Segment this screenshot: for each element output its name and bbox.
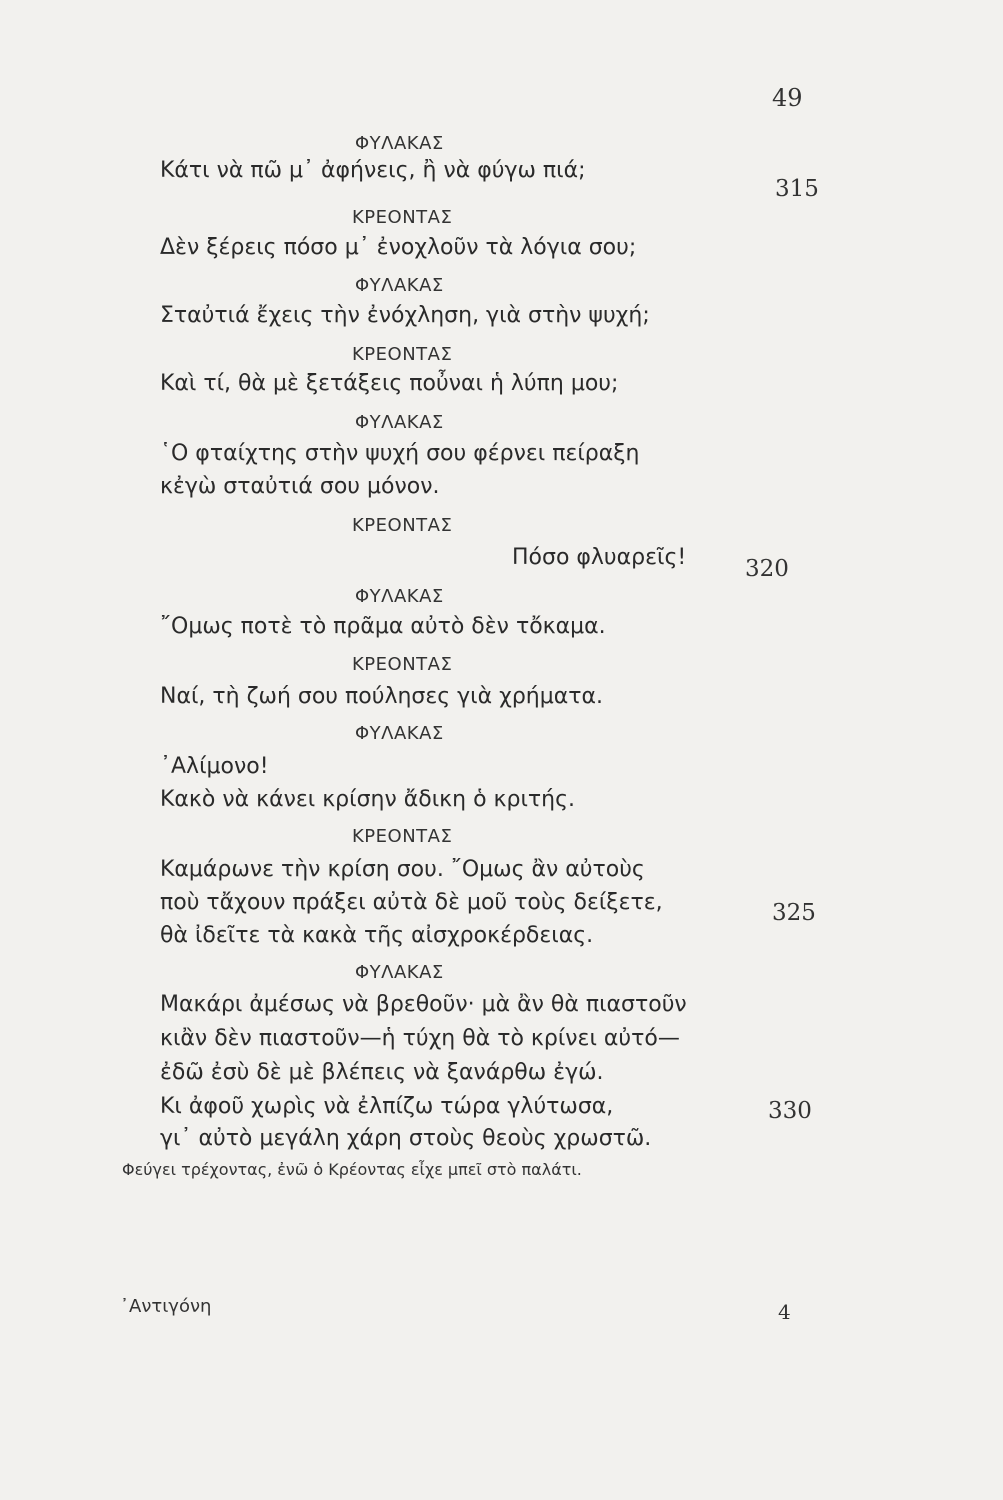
verse-line: Κι ἀφοῦ χωρὶς νὰ ἐλπίζω τώρα γλύτωσα, bbox=[160, 1094, 614, 1119]
verse-line: Σταὐτιά ἔχεις τὴν ἐνόχληση, γιὰ στὴν ψυχή; bbox=[160, 303, 650, 328]
page-number: 49 bbox=[772, 84, 803, 112]
book-page: 49 ΦΥΛΑΚΑΣ Κάτι νὰ πῶ μ᾽ ἀφήνεις, ἢ νὰ φύγω πιά; 315 ΚΡΕΟΝΤΑΣ Δὲν ξέρεις πόσο μ᾽ ἐνοχλοῦν τὰ λόγια σου; ΦΥΛΑΚΑΣ Σταὐτιά ἔχεις τὴν ἐνόχληση, γιὰ στὴν ψυχή; ΚΡΕΟΝΤΑΣ Καὶ τί, θὰ μὲ ξετάξεις ποὖναι ἡ λύπη μου; ΦΥΛΑΚΑΣ ῾Ο φταίχτης στὴν ψυχή σου φέρνει πείραξη κἐγὼ σταὐτιά σου μόνον. ΚΡΕΟΝΤΑΣ Πόσο φλυαρεῖς! 320 ΦΥΛΑΚΑΣ ῎Ομως ποτὲ τὸ πρᾶμα αὐτὸ δὲν τὄκαμα. ΚΡΕΟΝΤΑΣ Ναί, τὴ ζωή σου πούλησες γιὰ χρήματα. ΦΥΛΑΚΑΣ ᾽Αλίμονο! Κακὸ νὰ κάνει κρίσην ἄδικη ὁ κριτής. ΚΡΕΟΝΤΑΣ Καμάρωνε τὴν κρίση σου. ῎Ομως ἂν αὐτοὺς ποὺ τἄχουν πράξει αὐτὰ δὲ μοῦ τοὺς δείξετε, 325 θὰ ἰδεῖτε τὰ κακὰ τῆς αἰσχροκέρδειας. ΦΥΛΑΚΑΣ Μακάρι ἀμέσως νὰ βρεθοῦν· μὰ ἂν θὰ πιαστοῦν κιἂν δὲν πιαστοῦν—ἡ τύχη θὰ τὸ κρίνει αὐτό— ἐδῶ ἐσὺ δὲ μὲ βλέπεις νὰ ξανάρθω ἐγώ. Κι ἀφοῦ χωρὶς νὰ ἐλπίζω τώρα γλύτωσα, 330 γι᾽ αὐτὸ μεγάλη χάρη στοὺς θεοὺς χρωστῶ. Φεύγει τρέχοντας, ἐνῶ ὁ Κρέοντας εἶχε μπεῖ στὸ παλάτι. ᾽Αντιγόνη 4 bbox=[120, 84, 819, 1324]
verse-line: Δὲν ξέρεις πόσο μ᾽ ἐνοχλοῦν τὰ λόγια σου; bbox=[160, 235, 637, 260]
stage-direction: Φεύγει τρέχοντας, ἐνῶ ὁ Κρέοντας εἶχε μπεῖ στὸ παλάτι. bbox=[122, 1160, 582, 1179]
verse-line: ῾Ο φταίχτης στὴν ψυχή σου φέρνει πείραξη bbox=[160, 441, 640, 466]
line-number: 315 bbox=[775, 176, 819, 202]
verse-line: γι᾽ αὐτὸ μεγάλη χάρη στοὺς θεοὺς χρωστῶ. bbox=[160, 1126, 652, 1151]
verse-line: Πόσο φλυαρεῖς! bbox=[512, 545, 687, 570]
line-number: 325 bbox=[772, 900, 816, 926]
verse-line: Ναί, τὴ ζωή σου πούλησες γιὰ χρήματα. bbox=[160, 684, 603, 709]
line-number: 330 bbox=[768, 1098, 812, 1124]
verse-line: ποὺ τἄχουν πράξει αὐτὰ δὲ μοῦ τοὺς δείξετε, bbox=[160, 890, 663, 915]
verse-line: Κακὸ νὰ κάνει κρίσην ἄδικη ὁ κριτής. bbox=[160, 787, 575, 812]
verse-line: ῎Ομως ποτὲ τὸ πρᾶμα αὐτὸ δὲν τὄκαμα. bbox=[160, 614, 606, 639]
line-number: 320 bbox=[745, 556, 789, 582]
verse-line: Κάτι νὰ πῶ μ᾽ ἀφήνεις, ἢ νὰ φύγω πιά; bbox=[160, 158, 586, 183]
verse-line: Καμάρωνε τὴν κρίση σου. ῎Ομως ἂν αὐτοὺς bbox=[160, 857, 645, 882]
verse-line: κιἂν δὲν πιαστοῦν—ἡ τύχη θὰ τὸ κρίνει αὐτό— bbox=[160, 1026, 680, 1051]
verse-line: ἐδῶ ἐσὺ δὲ μὲ βλέπεις νὰ ξανάρθω ἐγώ. bbox=[160, 1060, 604, 1085]
verse-line: Καὶ τί, θὰ μὲ ξετάξεις ποὖναι ἡ λύπη μου; bbox=[160, 371, 619, 396]
verse-line: Μακάρι ἀμέσως νὰ βρεθοῦν· μὰ ἂν θὰ πιαστοῦν bbox=[160, 992, 687, 1017]
signature-mark: 4 bbox=[778, 1300, 791, 1324]
footer-title: ᾽Αντιγόνη bbox=[120, 1296, 212, 1317]
verse-line: θὰ ἰδεῖτε τὰ κακὰ τῆς αἰσχροκέρδειας. bbox=[160, 923, 594, 948]
verse-line: ᾽Αλίμονο! bbox=[160, 754, 269, 779]
verse-line: κἐγὼ σταὐτιά σου μόνον. bbox=[160, 474, 440, 499]
